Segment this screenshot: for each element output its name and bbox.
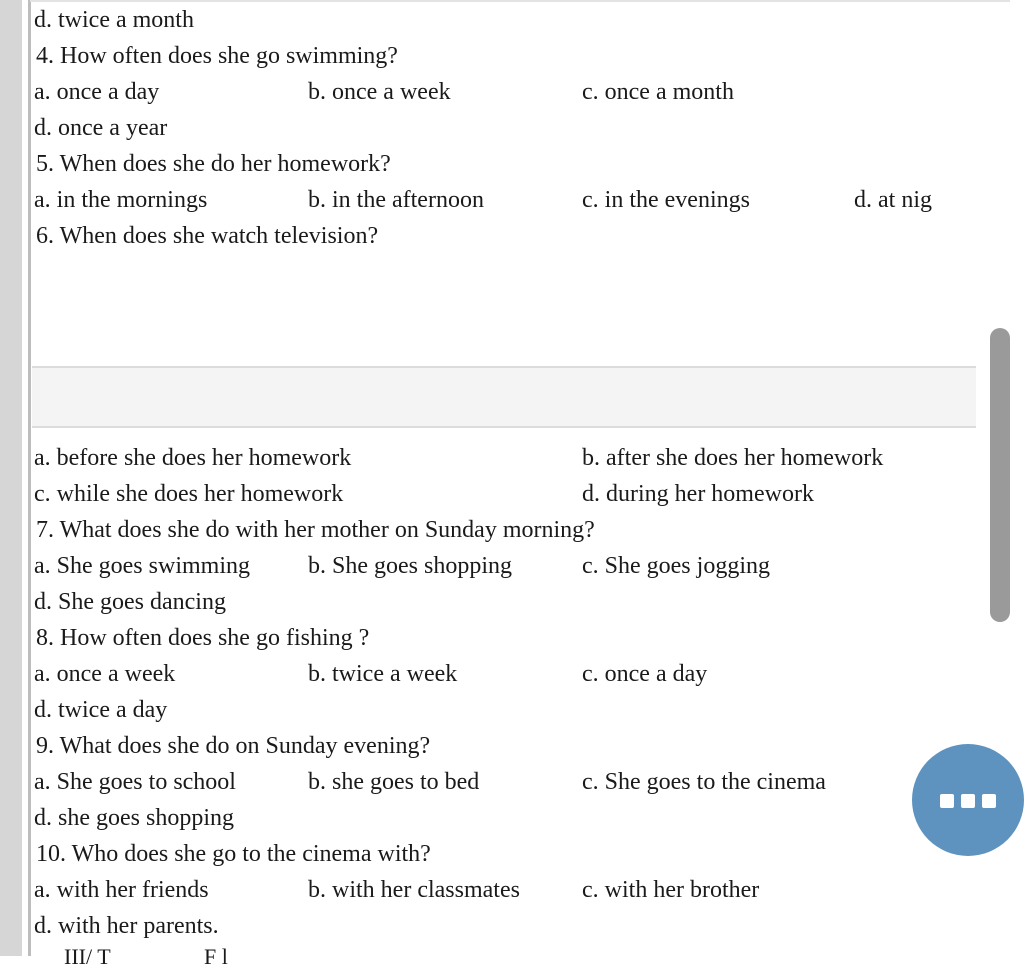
option-row bbox=[34, 584, 974, 620]
option-row bbox=[34, 110, 974, 146]
answer-option: d. She goes dancing bbox=[34, 589, 226, 615]
question bbox=[34, 218, 974, 254]
question-text: 7. What does she do with her mother on Sunday morning? bbox=[36, 517, 595, 543]
question-text: 4. How often does she go swimming? bbox=[36, 43, 398, 69]
option-row bbox=[34, 548, 974, 584]
option-row bbox=[34, 908, 974, 944]
question-text: 8. How often does she go fishing ? bbox=[36, 625, 370, 651]
more-options-icon bbox=[940, 794, 996, 808]
option-row bbox=[34, 800, 974, 836]
option-row bbox=[34, 182, 974, 218]
question bbox=[34, 512, 974, 548]
answer-option: a. once a day bbox=[34, 79, 160, 105]
page-left-border bbox=[28, 0, 31, 956]
answer-option: c. with her brother bbox=[582, 877, 760, 903]
left-margin-bar bbox=[0, 0, 22, 956]
answer-option: d. during her homework bbox=[582, 481, 814, 507]
option-row bbox=[34, 764, 974, 800]
answer-option: a. with her friends bbox=[34, 877, 209, 903]
answer-option: c. while she does her homework bbox=[34, 481, 344, 507]
question-text: 6. When does she watch television? bbox=[36, 223, 379, 249]
option-row bbox=[34, 872, 974, 908]
option-row bbox=[34, 74, 974, 110]
answer-option: b. in the afternoon bbox=[308, 187, 484, 213]
answer-option: b. after she does her homework bbox=[582, 445, 884, 471]
scrollbar-thumb[interactable] bbox=[990, 328, 1010, 622]
answer-option: b. She goes shopping bbox=[308, 553, 512, 579]
option-row bbox=[34, 656, 974, 692]
cut-off-next-heading: III/ T F l bbox=[64, 944, 228, 969]
option-row bbox=[34, 440, 974, 476]
answer-option: c. once a month bbox=[582, 79, 734, 105]
answer-option: a. She goes to school bbox=[34, 769, 236, 795]
answer-option: c. She goes to the cinema bbox=[582, 769, 826, 795]
answer-option: a. before she does her homework bbox=[34, 445, 352, 471]
question bbox=[34, 836, 974, 872]
answer-option: a. once a week bbox=[34, 661, 176, 687]
more-options-button[interactable] bbox=[912, 744, 1024, 856]
answer-option: c. She goes jogging bbox=[582, 553, 770, 579]
answer-option: b. twice a week bbox=[308, 661, 458, 687]
answer-option: b. once a week bbox=[308, 79, 451, 105]
question-text: 5. When does she do her homework? bbox=[36, 151, 391, 177]
question bbox=[34, 620, 974, 656]
answer-option: d. at nig bbox=[854, 187, 932, 213]
option-row bbox=[34, 692, 974, 728]
option-row bbox=[34, 2, 974, 38]
option-row bbox=[34, 476, 974, 512]
question bbox=[34, 728, 974, 764]
answer-option: d. once a year bbox=[34, 115, 168, 141]
question-text: 9. What does she do on Sunday evening? bbox=[36, 733, 431, 759]
answer-option: d. twice a month bbox=[34, 7, 194, 33]
question bbox=[34, 146, 974, 182]
answer-option: a. She goes swimming bbox=[34, 553, 250, 579]
question-text: 10. Who does she go to the cinema with? bbox=[36, 841, 431, 867]
answer-option: d. she goes shopping bbox=[34, 805, 234, 831]
answer-option: b. with her classmates bbox=[308, 877, 520, 903]
question bbox=[34, 38, 974, 74]
answer-option: c. in the evenings bbox=[582, 187, 750, 213]
answer-option: d. twice a day bbox=[34, 697, 168, 723]
answer-option: b. she goes to bed bbox=[308, 769, 480, 795]
answer-option: a. in the mornings bbox=[34, 187, 208, 213]
answer-option: c. once a day bbox=[582, 661, 708, 687]
answer-option: d. with her parents. bbox=[34, 913, 219, 939]
page-break bbox=[32, 366, 976, 428]
